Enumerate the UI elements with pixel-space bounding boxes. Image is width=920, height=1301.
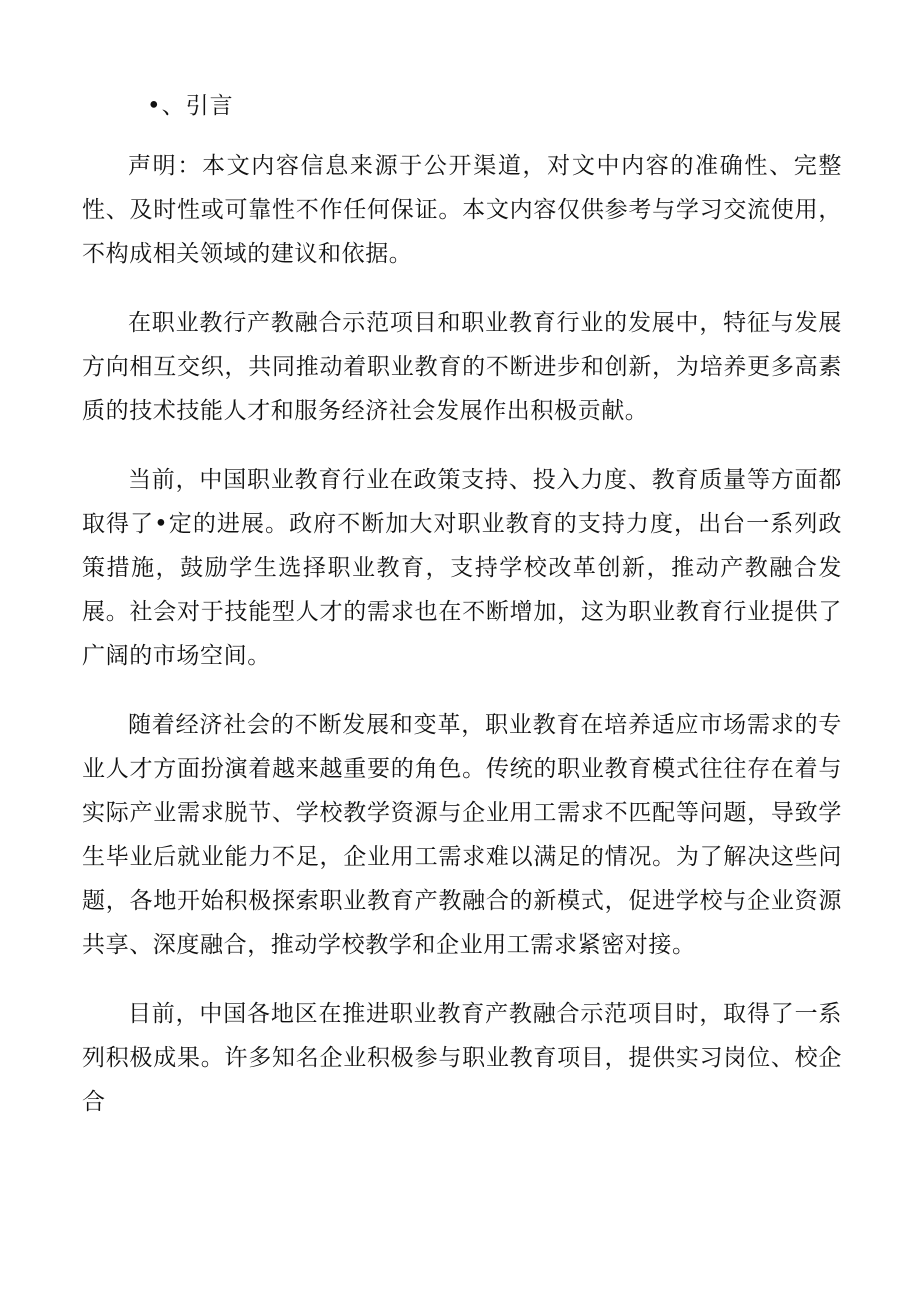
body-paragraph: 在职业教行产教融合示范项目和职业教育行业的发展中，特征与发展方向相互交织，共同推动着职业教育的不断进步和创新，为培养更多高素质的技术技能人才和服务经济社会发展作出积极贡献。 [82,310,842,424]
body-paragraph: 随着经济社会的不断发展和变革，职业教育在培养适应市场需求的专业人才方面扮演着越来越重要的角色。传统的职业教育模式往往存在着与实际产业需求脱节、学校教学资源与企业用工需求不匹配等问题，导致学生毕业后就业能力不足，企业用工需求难以满足的情况。为了解决这些问题，各地开始积极探索职业教育产教融合的新模式，促进学校与企业资源共享、深度融合，推动学校教学和企业用工需求紧密对接。 [82,712,842,958]
body-paragraph: 当前，中国职业教育行业在政策支持、投入力度、教育质量等方面都取得了•定的进展。政府不断加大对职业教育的支持力度，出台一系列政策措施，鼓励学生选择职业教育，支持学校改革创新，推动产教融合发展。社会对于技能型人才的需求也在不断增加，这为职业教育行业提供了广阔的市场空间。 [82,467,842,669]
disclaimer-paragraph: 声明：本文内容信息来源于公开渠道，对文中内容的准确性、完整性、及时性或可靠性不作任何保证。本文内容仅供参考与学习交流使用，不构成相关领域的建议和依据。 [82,153,842,267]
section-heading: •、引言 [147,93,234,119]
body-paragraph: 目前，中国各地区在推进职业教育产教融合示范项目时，取得了一系列积极成果。许多知名企业积极参与职业教育项目，提供实习岗位、校企合 [82,1001,842,1115]
document-page [82,88,842,1149]
